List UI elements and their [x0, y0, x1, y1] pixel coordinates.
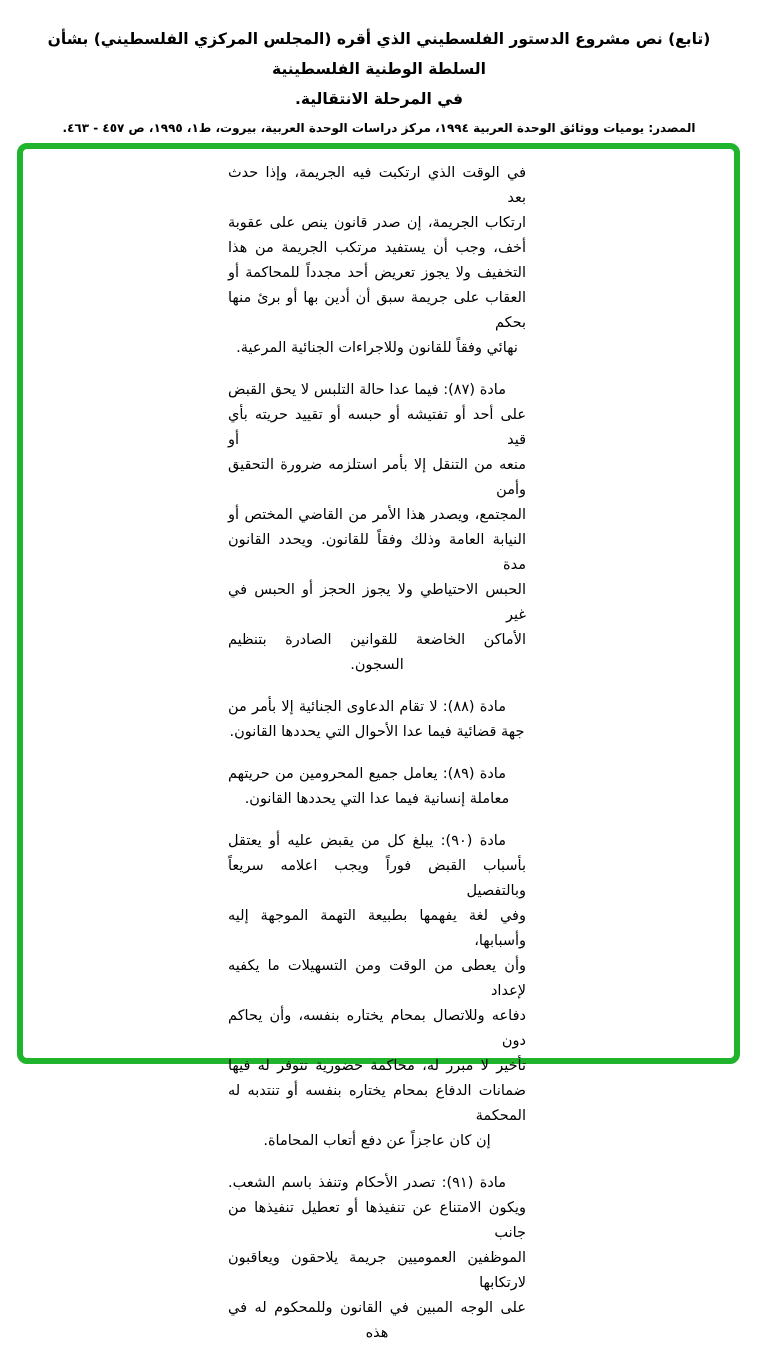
text-line: المجتمع، ويصدر هذا الأمر من القاضي المختص أو [228, 507, 526, 523]
text-line: ويكون الامتناع عن تنفيذها أو تعطيل تنفيذها من جانب [228, 1200, 526, 1241]
text-line: مادة (٩١): تصدر الأحكام وتنفذ باسم الشعب. [228, 1175, 506, 1191]
text-line: بأسباب القبض فوراً ويجب اعلامه سريعاً وبالتفصيل [228, 858, 526, 899]
text-line: منعه من التنقل إلا بأمر استلزمه ضرورة التحقيق وأمن [228, 457, 526, 498]
text-line: وأن يعطى من الوقت ومن التسهيلات ما يكفيه لإعداد [228, 958, 526, 999]
text-line: مادة (٨٧): فيما عدا حالة التلبس لا يحق القبض [228, 382, 506, 398]
article-90 [228, 829, 526, 1154]
document-title-line-2: في المرحلة الانتقالية. [294, 90, 464, 108]
article-91 [228, 1171, 526, 1346]
text-line: الأماكن الخاضعة للقوانين الصادرة بتنظيم السجون. [228, 632, 526, 673]
text-line: معاملة إنسانية فيما عدا التي يحددها القانون. [244, 791, 510, 807]
text-line: مادة (٨٩): يعامل جميع المحرومين من حريتهم [228, 766, 506, 782]
text-line: تأخير لا مبرر له، محاكمة حضورية تتوفر له فيها [228, 1058, 526, 1074]
text-line: في الوقت الذي ارتكبت فيه الجريمة، وإذا حدث بعد [228, 165, 526, 206]
text-line: مادة (٩٠): يبلغ كل من يقبض عليه أو يعتقل [228, 833, 506, 849]
text-line: الموظفين العموميين جريمة يلاحقون ويعاقبون لارتكابها [228, 1250, 526, 1291]
text-line: التخفيف ولا يجوز تعريض أحد مجدداً للمحاكمة أو [228, 265, 526, 281]
text-line: إن كان عاجزاً عن دفع أتعاب المحاماة. [263, 1133, 491, 1149]
text-line: على أحد أو تفتيشه أو حبسه أو تقييد حريته بأي قيد أو [228, 407, 526, 448]
article-88 [228, 695, 526, 745]
text-line: الحبس الاحتياطي ولا يجوز الحجز أو الحبس في غير [228, 582, 526, 623]
article-87 [228, 378, 526, 678]
text-line: على الوجه المبين في القانون وللمحكوم له في هذه [228, 1300, 526, 1341]
source-citation: المصدر: يوميات ووثائق الوحدة العربية ١٩٩٤، مركز دراسات الوحدة العربية، بيروت، ط١، ١٩٩٥، ص ٤٥٧ - ٤٦٣. [62, 121, 696, 135]
text-line: ارتكاب الجريمة، إن صدر قانون ينص على عقوبة [228, 215, 526, 231]
document-title-line-1: (تابع) نص مشروع الدستور الفلسطيني الذي أقره (المجلس المركزي الفلسطيني) بشأن السلطة الوطنية الفلسطينية [47, 30, 711, 78]
paragraph-continuation [228, 161, 526, 361]
text-line: العقاب على جريمة سبق أن أدين بها أو برئ منها بحكم [228, 290, 526, 331]
text-line: نهائي وفقاً للقانون وللاجراءات الجنائية المرعية. [236, 340, 518, 356]
document-header [0, 24, 758, 142]
text-line: جهة قضائية فيما عدا الأحوال التي يحددها القانون. [229, 724, 525, 740]
text-line: وفي لغة يفهمها بطبيعة التهمة الموجهة إليه وأسبابها، [228, 908, 526, 949]
text-line: النيابة العامة وذلك وفقاً للقانون. ويحدد القانون مدة [228, 532, 526, 573]
text-line: أخف، وجب أن يستفيد مرتكب الجريمة من هذا [228, 240, 526, 256]
text-line: ضمانات الدفاع بمحام يختاره بنفسه أو تنتدبه له المحكمة [228, 1083, 526, 1124]
text-line: مادة (٨٨): لا تقام الدعاوى الجنائية إلا بأمر من [228, 699, 506, 715]
document-body [228, 161, 526, 1346]
text-line: دفاعه وللاتصال بمحام يختاره بنفسه، وأن يحاكم دون [228, 1008, 526, 1049]
article-89 [228, 762, 526, 812]
document-frame [17, 143, 740, 1341]
